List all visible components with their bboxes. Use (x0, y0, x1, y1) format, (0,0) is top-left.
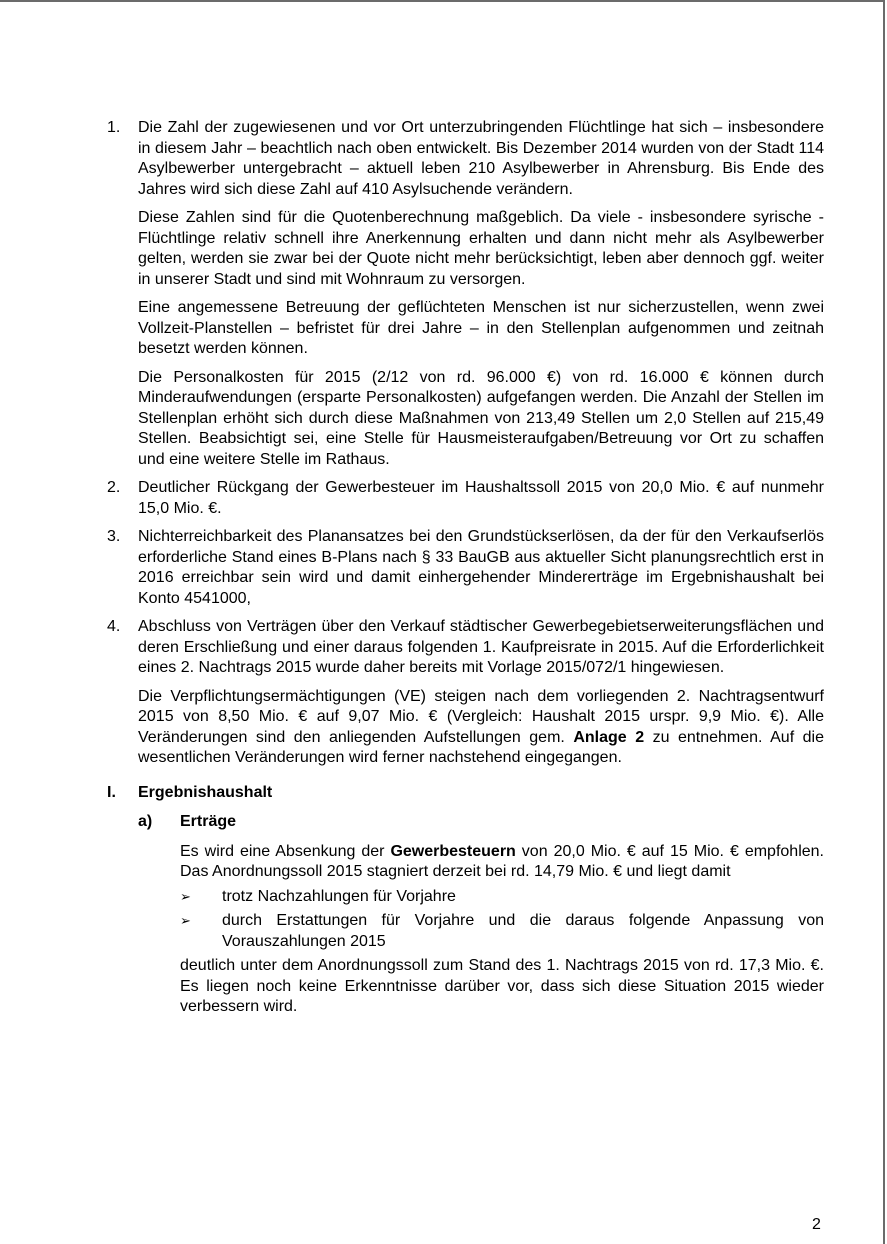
list-number: 3. (107, 528, 121, 545)
bullet-text: durch Erstattungen für Vorjahre und die daraus folgende Anpassung von Vorauszahlungen 2015 (222, 912, 824, 950)
list-item-4 (107, 617, 824, 769)
list-number: 2. (107, 479, 121, 496)
section-heading (107, 783, 824, 804)
intro-paragraph: Es wird eine Absenkung der Gewerbesteuern von 20,0 Mio. € auf 15 Mio. € empfohlen. Das Anordnungssoll 2015 stagniert derzeit bei rd. 14,79 Mio. € und liegt damit (180, 842, 824, 880)
section-number: I. (107, 783, 116, 801)
conclusion-paragraph: deutlich unter dem Anordnungssoll zum Stand des 1. Nachtrags 2015 von rd. 17,3 Mio. €. Es liegen noch keine Erkenntnisse darüber vor, dass sich diese Situation 2015 wieder verbessern wird. (180, 957, 824, 1015)
annex-reference: Anlage 2 (573, 728, 645, 746)
paragraph: Diese Zahlen sind für die Quotenberechnung maßgeblich. Da viele - insbesondere syrische - Flüchtlinge relativ schnell ihre Anerkennung erhalten und dann nicht mehr als Asylbewerber gelten, werden sie zwar bei der Quote nicht mehr berücksichtigt, leben aber dennoch ggf. weiter in unserer Stadt und sind mit Wohnraum zu versorgen. (138, 209, 824, 288)
bullet-text: trotz Nachzahlungen für Vorjahre (222, 887, 456, 905)
subsection-heading (107, 812, 824, 833)
subsection-body (107, 842, 824, 1018)
paragraph: Die Zahl der zugewiesenen und vor Ort unterzubringenden Flüchtlinge hat sich – insbesondere in diesem Jahr – beachtlich nach oben entwickelt. Bis Dezember 2014 wurden von der Stadt 114 Asylbewerber untergebracht – aktuell leben 210 Asylbewerber in Ahrensburg. Bis Ende des Jahres wird sich diese Zahl auf 410 Asylsuchende verändern. (138, 119, 824, 198)
paragraph: Die Personalkosten für 2015 (2/12 von rd. 96.000 €) von rd. 16.000 € können durch Minderaufwendungen (ersparte Personalkosten) aufgefangen werden. Die Anzahl der Stellen im Stellenplan erhöht sich durch diese Maßnahmen von 213,49 Stellen um 2,0 Stellen auf 215,49 Stellen. Beabsichtigt sei, eine Stelle für Hausmeisteraufgaben/Betreuung vor Ort zu schaffen und eine weitere Stelle im Rathaus. (138, 368, 824, 468)
section-title: Ergebnishaushalt (138, 783, 273, 801)
paragraph: Deutlicher Rückgang der Gewerbesteuer im Haushaltssoll 2015 von 20,0 Mio. € auf nunmehr 15,0 Mio. €. (138, 479, 824, 517)
emphasis: Gewerbesteuern (390, 842, 516, 860)
arrow-bullet-icon: ➢ (180, 913, 191, 928)
arrow-bullet-icon: ➢ (180, 888, 191, 904)
list-item-1 (107, 118, 824, 470)
paragraph: Nichterreichbarkeit des Planansatzes bei den Grundstückserlösen, da der für den Verkaufserlös erforderliche Stand eines B-Plans nach § 33 BauGB aus aktueller Sicht planungsrechtlich erst in 2016 erreichbar sein wird und damit einhergehender Mindererträge im Ergebnishaushalt bei Konto 4541000, (138, 528, 824, 607)
bullet-item (180, 911, 824, 952)
list-item-3 (107, 527, 824, 609)
subsection-number: a) (138, 813, 153, 830)
document-body (107, 118, 824, 1022)
ve-paragraph: Die Verpflichtungsermächtigungen (VE) steigen nach dem vorliegenden 2. Nachtragsentwurf 2015 von 8,50 Mio. € auf 9,07 Mio. € (Vergleich: Haushalt 2015 urspr. 9,9 Mio. €). Alle Veränderungen sind den anliegenden Aufstellungen gem. Anlage 2 zu entnehmen. Auf die wesentlichen Veränderungen wird ferner nachstehend eingegangen. (138, 687, 824, 766)
list-item-2 (107, 478, 824, 519)
page-number: 2 (812, 1216, 821, 1233)
list-number: 1. (107, 119, 121, 136)
list-number: 4. (107, 618, 121, 635)
subsection-title: Erträge (180, 813, 237, 830)
paragraph: Eine angemessene Betreuung der geflüchteten Menschen ist nur sicherzustellen, wenn zwei Vollzeit-Planstellen – befristet für drei Jahre – in den Stellenplan aufgenommen und zeitnah besetzt werden können. (138, 299, 824, 357)
paragraph: Abschluss von Verträgen über den Verkauf städtischer Gewerbegebietserweiterungsflächen und deren Erschließung und einer daraus folgenden 1. Kaufpreisrate in 2015. Auf die Erforderlichkeit eines 2. Nachtrags 2015 wurde daher bereits mit Vorlage 2015/072/1 hingewiesen. (138, 618, 824, 676)
bullet-item (180, 887, 824, 908)
